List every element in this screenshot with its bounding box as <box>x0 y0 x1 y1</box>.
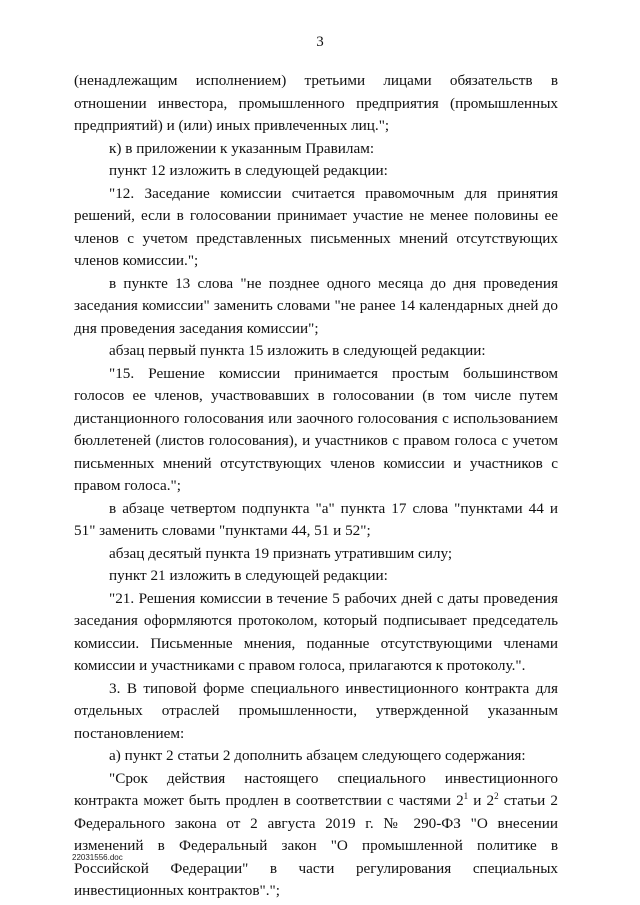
paragraph-5: в пункте 13 слова "не позднее одного месяца до дня проведения заседания комиссии" заменить словами "не ранее 14 календарных дней до дня проведения заседания комиссии"; <box>74 274 558 337</box>
paragraph-6: абзац первый пункта 15 изложить в следующей редакции: <box>109 342 486 359</box>
paragraph-14-part-3: статьи 2 Федерального закона от 2 августа 2019 г. № 290-ФЗ "О внесении изменений в Федеральный закон "О промышленной политике в Российской Федерации" в части регулирования специальных инвестиционных контрактов"."; <box>74 792 558 899</box>
superscript-1: 1 <box>463 790 469 801</box>
paragraph-11: "21. Решения комиссии в течение 5 рабочих дней с даты проведения заседания оформляются протоколом, который подписывает председатель комиссии. Письменные мнения, поданные отсутствующими членами комиссии и участниками с правом голоса, прилагаются к протоколу.". <box>74 589 558 674</box>
paragraph-10: пункт 21 изложить в следующей редакции: <box>109 567 388 584</box>
paragraph-14-part-1: "Срок действия настоящего специального инвестиционного контракта может быть продлен в соответствии с частями 2 <box>74 769 558 809</box>
page-number: 3 <box>316 34 324 50</box>
document-body <box>74 70 558 903</box>
paragraph-9: абзац десятый пункта 19 признать утратившим силу; <box>109 544 453 562</box>
paragraph-1: (ненадлежащим исполнением) третьими лицами обязательств в отношении инвестора, промышленного предприятия (промышленных предприятий) и (или) иных привлеченных лиц."; <box>74 72 558 134</box>
paragraph-7: "15. Решение комиссии принимается простым большинством голосов ее членов, участвовавших в голосовании (в том числе путем дистанционного голосования или заочного голосования с использованием бюллетеней (листов голосования), и участников с правом голоса с учетом письменных мнений отсутствующих членов комиссии и участников с правом голоса."; <box>74 364 558 494</box>
paragraph-12: 3. В типовой форме специального инвестиционного контракта для отдельных отраслей промышленности, утвержденной указанным постановлением: <box>74 679 558 742</box>
paragraph-4: "12. Заседание комиссии считается правомочным для принятия решений, если в голосовании принимает участие не менее половины ее членов с учетом представленных письменных мнений отсутствующих членов комиссии."; <box>74 184 558 269</box>
file-name-footer: 22031556.doc <box>72 853 123 862</box>
paragraph-2: к) в приложении к указанным Правилам: <box>109 139 375 157</box>
superscript-2: 2 <box>494 790 499 801</box>
paragraph-13: а) пункт 2 статьи 2 дополнить абзацем следующего содержания: <box>109 747 526 764</box>
paragraph-14 <box>74 768 558 903</box>
paragraph-8: в абзаце четвертом подпункта "а" пункта 17 слова "пунктами 44 и 51" заменить словами "пунктами 44, 51 и 52"; <box>74 499 558 539</box>
paragraph-3: пункт 12 изложить в следующей редакции: <box>109 162 388 179</box>
paragraph-14-part-2: и 2 <box>468 792 495 809</box>
